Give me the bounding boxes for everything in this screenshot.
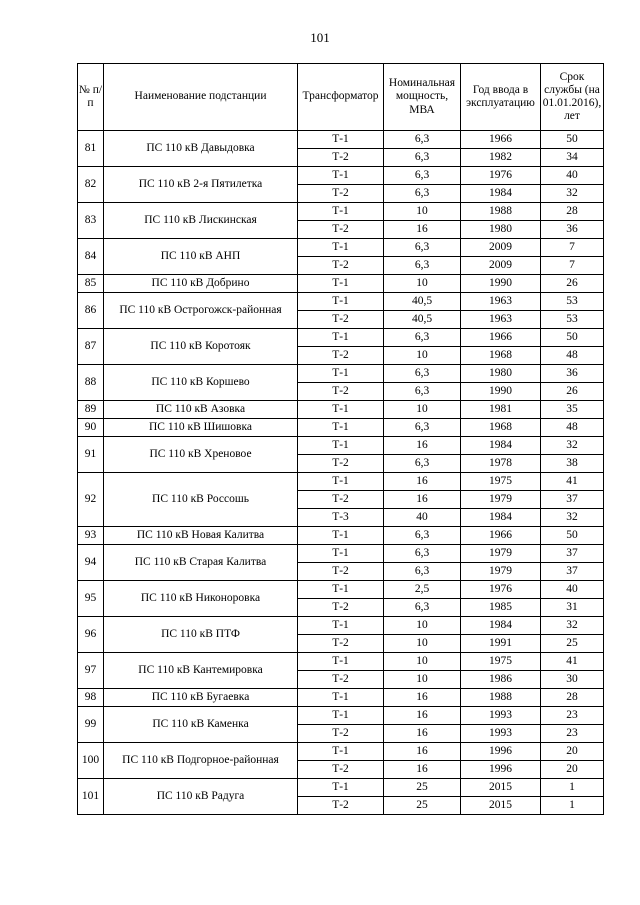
table-row [78,617,604,635]
cell-commissioning-year: 1968 [461,419,541,437]
cell-num: 86 [78,293,104,329]
cell-service-life: 31 [541,599,604,617]
page-number: 101 [310,30,330,45]
cell-num: 82 [78,167,104,203]
table-row [78,437,604,455]
cell-rated-power: 16 [384,725,461,743]
cell-commissioning-year: 1966 [461,527,541,545]
cell-substation-name: ПС 110 кВ Добрино [104,275,298,293]
cell-transformer: Т-1 [298,779,384,797]
cell-num: 85 [78,275,104,293]
cell-service-life: 32 [541,509,604,527]
cell-commissioning-year: 1975 [461,473,541,491]
cell-service-life: 38 [541,455,604,473]
cell-service-life: 28 [541,689,604,707]
cell-substation-name: ПС 110 кВ АНП [104,239,298,275]
table-row [78,689,604,707]
cell-rated-power: 16 [384,221,461,239]
cell-substation-name: ПС 110 кВ 2-я Пятилетка [104,167,298,203]
cell-commissioning-year: 1990 [461,383,541,401]
table-row [78,743,604,761]
cell-commissioning-year: 1978 [461,455,541,473]
cell-num: 89 [78,401,104,419]
table-row [78,275,604,293]
cell-substation-name: ПС 110 кВ Радуга [104,779,298,815]
cell-num: 96 [78,617,104,653]
cell-service-life: 25 [541,635,604,653]
substations-table [77,63,604,815]
cell-rated-power: 10 [384,671,461,689]
cell-service-life: 30 [541,671,604,689]
cell-service-life: 35 [541,401,604,419]
cell-transformer: Т-1 [298,743,384,761]
cell-rated-power: 6,3 [384,149,461,167]
cell-transformer: Т-1 [298,527,384,545]
cell-commissioning-year: 1991 [461,635,541,653]
cell-rated-power: 16 [384,437,461,455]
cell-service-life: 32 [541,617,604,635]
cell-num: 91 [78,437,104,473]
cell-commissioning-year: 1990 [461,275,541,293]
table-row [78,167,604,185]
cell-service-life: 41 [541,653,604,671]
cell-transformer: Т-3 [298,509,384,527]
cell-substation-name: ПС 110 кВ ПТФ [104,617,298,653]
cell-service-life: 48 [541,347,604,365]
cell-num: 100 [78,743,104,779]
cell-transformer: Т-1 [298,689,384,707]
table-row [78,401,604,419]
cell-service-life: 37 [541,563,604,581]
cell-service-life: 32 [541,437,604,455]
cell-rated-power: 16 [384,689,461,707]
cell-transformer: Т-2 [298,149,384,167]
cell-rated-power: 6,3 [384,545,461,563]
cell-service-life: 50 [541,527,604,545]
cell-substation-name: ПС 110 кВ Лискинская [104,203,298,239]
cell-commissioning-year: 1980 [461,365,541,383]
cell-commissioning-year: 1993 [461,725,541,743]
cell-transformer: Т-2 [298,725,384,743]
cell-rated-power: 16 [384,491,461,509]
cell-rated-power: 40 [384,509,461,527]
cell-commissioning-year: 1981 [461,401,541,419]
table-row [78,473,604,491]
table-row [78,329,604,347]
cell-rated-power: 6,3 [384,455,461,473]
cell-commissioning-year: 1986 [461,671,541,689]
cell-service-life: 20 [541,761,604,779]
cell-rated-power: 40,5 [384,311,461,329]
cell-commissioning-year: 1984 [461,617,541,635]
cell-substation-name: ПС 110 кВ Старая Калитва [104,545,298,581]
table-row [78,779,604,797]
cell-substation-name: ПС 110 кВ Каменка [104,707,298,743]
cell-service-life: 40 [541,167,604,185]
cell-commissioning-year: 2015 [461,797,541,815]
cell-num: 97 [78,653,104,689]
cell-substation-name: ПС 110 кВ Новая Калитва [104,527,298,545]
cell-num: 93 [78,527,104,545]
cell-substation-name: ПС 110 кВ Кантемировка [104,653,298,689]
cell-commissioning-year: 1980 [461,221,541,239]
cell-transformer: Т-1 [298,707,384,725]
cell-transformer: Т-1 [298,437,384,455]
cell-service-life: 34 [541,149,604,167]
cell-rated-power: 10 [384,275,461,293]
cell-num: 83 [78,203,104,239]
table-row [78,293,604,311]
cell-rated-power: 16 [384,761,461,779]
cell-rated-power: 6,3 [384,599,461,617]
cell-commissioning-year: 1966 [461,329,541,347]
cell-substation-name: ПС 110 кВ Азовка [104,401,298,419]
cell-service-life: 1 [541,779,604,797]
table-row [78,365,604,383]
cell-transformer: Т-1 [298,167,384,185]
cell-num: 98 [78,689,104,707]
cell-commissioning-year: 2015 [461,779,541,797]
cell-rated-power: 6,3 [384,383,461,401]
cell-commissioning-year: 1988 [461,203,541,221]
cell-transformer: Т-1 [298,419,384,437]
cell-rated-power: 6,3 [384,329,461,347]
cell-service-life: 50 [541,131,604,149]
cell-transformer: Т-2 [298,185,384,203]
cell-transformer: Т-1 [298,293,384,311]
cell-num: 101 [78,779,104,815]
table-header-row [78,64,604,131]
cell-rated-power: 25 [384,779,461,797]
cell-commissioning-year: 1963 [461,293,541,311]
cell-commissioning-year: 1979 [461,491,541,509]
cell-substation-name: ПС 110 кВ Коротояк [104,329,298,365]
cell-rated-power: 10 [384,653,461,671]
cell-commissioning-year: 1979 [461,545,541,563]
table-row [78,239,604,257]
table-body [78,131,604,815]
cell-transformer: Т-1 [298,401,384,419]
cell-commissioning-year: 1963 [461,311,541,329]
cell-transformer: Т-2 [298,311,384,329]
cell-service-life: 53 [541,293,604,311]
header-commissioning-year: Год ввода в эксплуатацию [461,64,541,131]
cell-commissioning-year: 2009 [461,257,541,275]
cell-substation-name: ПС 110 кВ Давыдовка [104,131,298,167]
cell-substation-name: ПС 110 кВ Россошь [104,473,298,527]
cell-transformer: Т-1 [298,545,384,563]
cell-rated-power: 6,3 [384,365,461,383]
cell-rated-power: 6,3 [384,131,461,149]
cell-service-life: 26 [541,275,604,293]
cell-rated-power: 6,3 [384,167,461,185]
cell-service-life: 7 [541,239,604,257]
cell-num: 95 [78,581,104,617]
cell-transformer: Т-2 [298,563,384,581]
cell-rated-power: 10 [384,617,461,635]
header-service-life: Срок службы (на 01.01.2016), лет [541,64,604,131]
cell-rated-power: 6,3 [384,527,461,545]
table-row [78,581,604,599]
cell-transformer: Т-2 [298,671,384,689]
cell-service-life: 41 [541,473,604,491]
header-num: № п/п [78,64,104,131]
cell-substation-name: ПС 110 кВ Хреновое [104,437,298,473]
cell-service-life: 37 [541,545,604,563]
cell-num: 87 [78,329,104,365]
cell-rated-power: 10 [384,635,461,653]
cell-rated-power: 6,3 [384,257,461,275]
cell-service-life: 20 [541,743,604,761]
cell-rated-power: 16 [384,473,461,491]
cell-num: 84 [78,239,104,275]
cell-service-life: 32 [541,185,604,203]
cell-transformer: Т-2 [298,635,384,653]
table-row [78,419,604,437]
header-transformer: Трансформатор [298,64,384,131]
cell-transformer: Т-1 [298,581,384,599]
cell-commissioning-year: 1993 [461,707,541,725]
cell-transformer: Т-1 [298,473,384,491]
cell-transformer: Т-2 [298,797,384,815]
table-row [78,545,604,563]
cell-transformer: Т-1 [298,617,384,635]
cell-commissioning-year: 1966 [461,131,541,149]
table-row [78,707,604,725]
cell-substation-name: ПС 110 кВ Подгорное-районная [104,743,298,779]
cell-rated-power: 6,3 [384,563,461,581]
cell-rated-power: 6,3 [384,419,461,437]
table-row [78,527,604,545]
cell-commissioning-year: 1985 [461,599,541,617]
cell-rated-power: 40,5 [384,293,461,311]
table-row [78,131,604,149]
cell-commissioning-year: 1976 [461,581,541,599]
cell-service-life: 50 [541,329,604,347]
cell-rated-power: 6,3 [384,239,461,257]
cell-commissioning-year: 1984 [461,185,541,203]
table-row [78,653,604,671]
cell-transformer: Т-2 [298,455,384,473]
cell-service-life: 48 [541,419,604,437]
cell-substation-name: ПС 110 кВ Шишовка [104,419,298,437]
cell-transformer: Т-2 [298,347,384,365]
cell-transformer: Т-2 [298,491,384,509]
cell-num: 81 [78,131,104,167]
cell-commissioning-year: 1996 [461,761,541,779]
cell-commissioning-year: 2009 [461,239,541,257]
cell-transformer: Т-2 [298,599,384,617]
cell-service-life: 36 [541,365,604,383]
cell-substation-name: ПС 110 кВ Бугаевка [104,689,298,707]
cell-rated-power: 2,5 [384,581,461,599]
cell-rated-power: 16 [384,743,461,761]
cell-service-life: 26 [541,383,604,401]
cell-transformer: Т-1 [298,203,384,221]
cell-transformer: Т-1 [298,131,384,149]
cell-rated-power: 25 [384,797,461,815]
cell-transformer: Т-1 [298,653,384,671]
cell-service-life: 36 [541,221,604,239]
cell-service-life: 28 [541,203,604,221]
cell-commissioning-year: 1988 [461,689,541,707]
cell-transformer: Т-1 [298,275,384,293]
cell-transformer: Т-1 [298,239,384,257]
cell-substation-name: ПС 110 кВ Никоноровка [104,581,298,617]
cell-commissioning-year: 1975 [461,653,541,671]
cell-service-life: 37 [541,491,604,509]
cell-commissioning-year: 1984 [461,437,541,455]
cell-num: 99 [78,707,104,743]
cell-commissioning-year: 1979 [461,563,541,581]
cell-commissioning-year: 1984 [461,509,541,527]
cell-transformer: Т-2 [298,383,384,401]
cell-service-life: 7 [541,257,604,275]
cell-num: 90 [78,419,104,437]
cell-rated-power: 6,3 [384,185,461,203]
header-substation-name: Наименование подстанции [104,64,298,131]
cell-substation-name: ПС 110 кВ Острогожск-районная [104,293,298,329]
cell-commissioning-year: 1968 [461,347,541,365]
cell-rated-power: 10 [384,203,461,221]
cell-service-life: 53 [541,311,604,329]
cell-substation-name: ПС 110 кВ Коршево [104,365,298,401]
cell-transformer: Т-1 [298,365,384,383]
cell-rated-power: 16 [384,707,461,725]
cell-rated-power: 10 [384,401,461,419]
cell-service-life: 1 [541,797,604,815]
cell-transformer: Т-2 [298,761,384,779]
cell-transformer: Т-2 [298,257,384,275]
cell-num: 92 [78,473,104,527]
header-rated-power: Номинальная мощность, МВА [384,64,461,131]
cell-rated-power: 10 [384,347,461,365]
cell-commissioning-year: 1982 [461,149,541,167]
cell-transformer: Т-2 [298,221,384,239]
table-row [78,203,604,221]
cell-commissioning-year: 1976 [461,167,541,185]
cell-transformer: Т-1 [298,329,384,347]
cell-num: 94 [78,545,104,581]
cell-service-life: 23 [541,707,604,725]
cell-service-life: 23 [541,725,604,743]
cell-commissioning-year: 1996 [461,743,541,761]
cell-num: 88 [78,365,104,401]
cell-service-life: 40 [541,581,604,599]
